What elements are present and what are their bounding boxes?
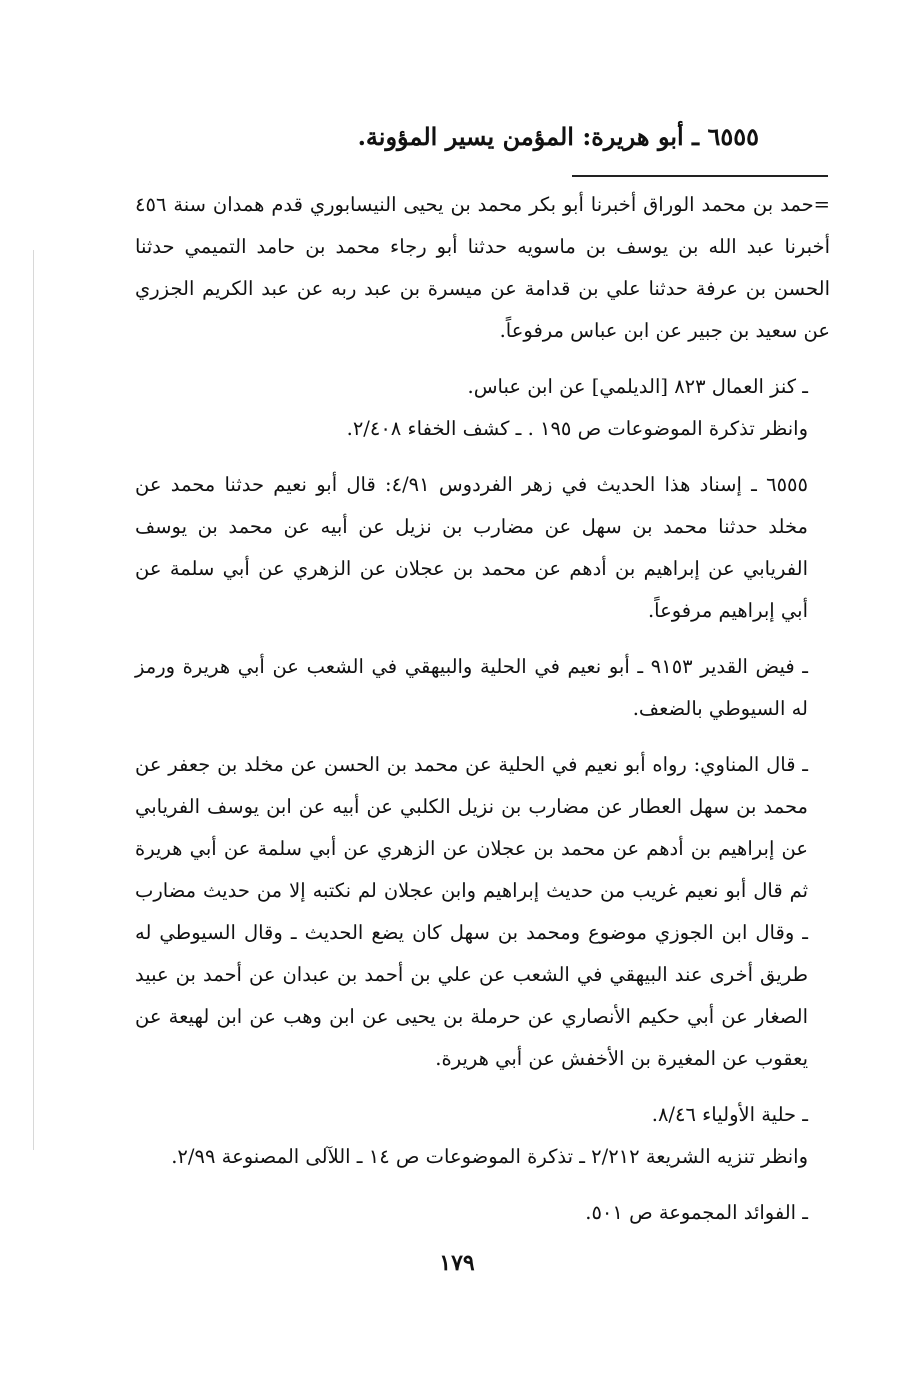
page-number: ١٧٩ (439, 1250, 475, 1276)
faid-reference-paragraph: ـ فيض القدير ٩١٥٣ ـ أبو نعيم في الحلية والبيهقي في الشعب عن أبي هريرة ورمز له السيوطي بالضعف. (135, 655, 808, 720)
heading-separator-rule (572, 175, 828, 177)
body-text (135, 184, 830, 1234)
hilya-reference: ـ حلية الأولياء ٨/٤٦. (651, 1103, 808, 1126)
zahr-isnad-paragraph: ٦٥٥٥ ـ إسناد هذا الحديث في زهر الفردوس ٤/٩١: قال أبو نعيم حدثنا محمد عن مخلد حدثنا محمد بن سهل عن مضارب بن نزيل عن أبيه عن محمد بن يوسف الفريابي عن إبراهيم بن أدهم عن محمد بن عجلان عن الزهري عن أبي سلمة عن أبي إبراهيم مرفوعاً. (135, 473, 808, 622)
see-also-reference-1: وانظر تذكرة الموضوعات ص ١٩٥ . ـ كشف الخفاء ٢/٤٠٨. (346, 417, 808, 440)
kanz-reference: ـ كنز العمال ٨٢٣ [الديلمي] عن ابن عباس. (467, 375, 808, 398)
isnad-continuation-paragraph: =حمد بن محمد الوراق أخبرنا أبو بكر محمد بن يحيى النيسابوري قدم همدان سنة ٤٥٦ أخبرنا عبد الله بن يوسف بن ماسويه حدثنا أبو رجاء محمد بن حامد التميمي حدثنا الحسن بن عرفة حدثنا علي بن قدامة عن ميسرة بن عبد ربه عن عبد الكريم الجزري عن سعيد بن جبير عن ابن عباس مرفوعاً. (135, 193, 830, 342)
scan-edge-line (33, 250, 34, 1150)
munawi-paragraph: ـ قال المناوي: رواه أبو نعيم في الحلية عن محمد بن الحسن عن مخلد بن جعفر عن محمد بن سهل العطار عن مضارب بن نزيل الكلبي عن أبيه عن ابن يوسف الفريابي عن إبراهيم بن أدهم عن محمد بن عجلان عن الزهري عن أبي سلمة عن أبي هريرة ثم قال أبو نعيم غريب من حديث إبراهيم وابن عجلان لم نكتبه إلا من حديث مضارب ـ وقال ابن الجوزي موضوع ومحمد بن سهل كان يضع الحديث ـ وقال السيوطي له طريق أخرى عند البيهقي في الشعب عن علي بن أحمد بن عبدان عن أحمد بن عبيد الصغار عن أبي حكيم الأنصاري عن حرملة بن يحيى عن ابن وهب عن ابن لهيعة عن يعقوب عن المغيرة بن الأخفش عن أبي هريرة. (135, 753, 808, 1070)
see-also-reference-2: وانظر تنزيه الشريعة ٢/٢١٢ ـ تذكرة الموضوعات ص ١٤ ـ اللآلى المصنوعة ٢/٩٩. (171, 1145, 808, 1168)
fawaid-reference: ـ الفوائد المجموعة ص ٥٠١. (585, 1201, 808, 1224)
hadith-heading: ٦٥٥٥ ـ أبو هريرة: المؤمن يسير المؤونة. (357, 122, 759, 151)
